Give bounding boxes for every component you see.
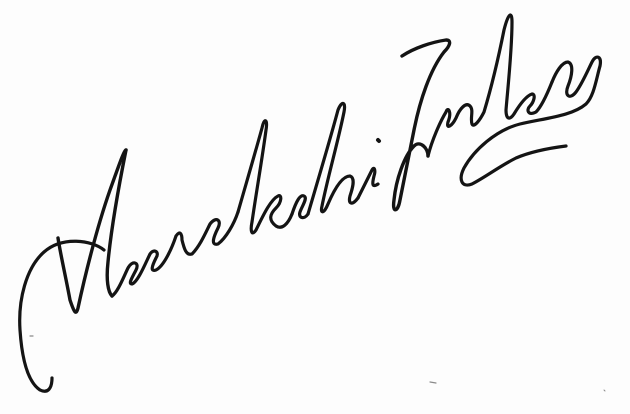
signature-stroke-k xyxy=(238,121,292,233)
signature-stroke-raler xyxy=(428,15,552,156)
signature-stroke-s xyxy=(292,196,308,218)
signature-stroke-u-flourish xyxy=(461,57,600,185)
signature-stroke-i xyxy=(358,168,378,198)
signature-stroke-j xyxy=(394,40,450,210)
paper-speckles xyxy=(30,336,605,391)
signature-stroke-m-body xyxy=(58,150,126,312)
signature-stroke-eena xyxy=(112,212,238,296)
signature-dot-i xyxy=(378,140,379,141)
signature-stroke-h xyxy=(308,103,358,214)
